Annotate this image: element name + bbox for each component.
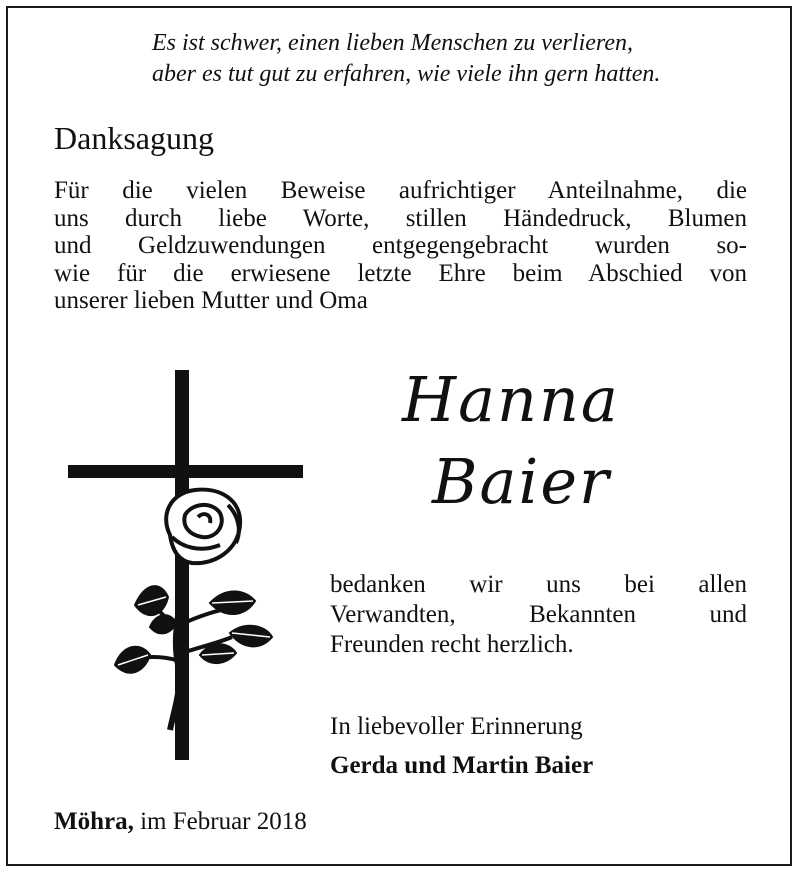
paragraph-line: Für die vielen Beweise aufrichtiger Anteilnahme, die [54,177,747,204]
deceased-first-name: Hanna [402,363,620,436]
thanks-line: bedanken wir uns bei allen [330,571,747,598]
memory-line: In liebevoller Erinnerung [330,713,583,740]
place-town: Möhra, [54,808,134,835]
thanks-closing [330,570,747,660]
motto-line: Es ist schwer, einen lieben Menschen zu verlieren, [152,30,633,56]
thanks-paragraph [54,177,747,315]
motto-quote [152,28,752,90]
deceased-last-name: Baier [432,445,611,518]
place-date [54,808,307,836]
signers: Gerda und Martin Baier [330,752,594,779]
heading-danksagung: Danksagung [54,120,214,156]
place-date-text: im Februar 2018 [140,808,307,835]
thanks-line: Freunden recht herzlich. [330,631,574,658]
paragraph-line: uns durch liebe Worte, stillen Händedruck, Blumen [54,204,747,232]
cross-with-rose-icon [60,365,310,765]
motto-line: aber es tut gut zu erfahren, wie viele ihn gern hatten. [152,61,661,87]
paragraph-line: unserer lieben Mutter und Oma [54,287,368,314]
paragraph-line: wie für die erwiesene letzte Ehre beim Abschied von [54,259,747,287]
thanks-line: Verwandten, Bekannten und [330,601,747,628]
paragraph-line: und Geldzuwendungen entgegengebracht wurden so- [54,232,747,259]
